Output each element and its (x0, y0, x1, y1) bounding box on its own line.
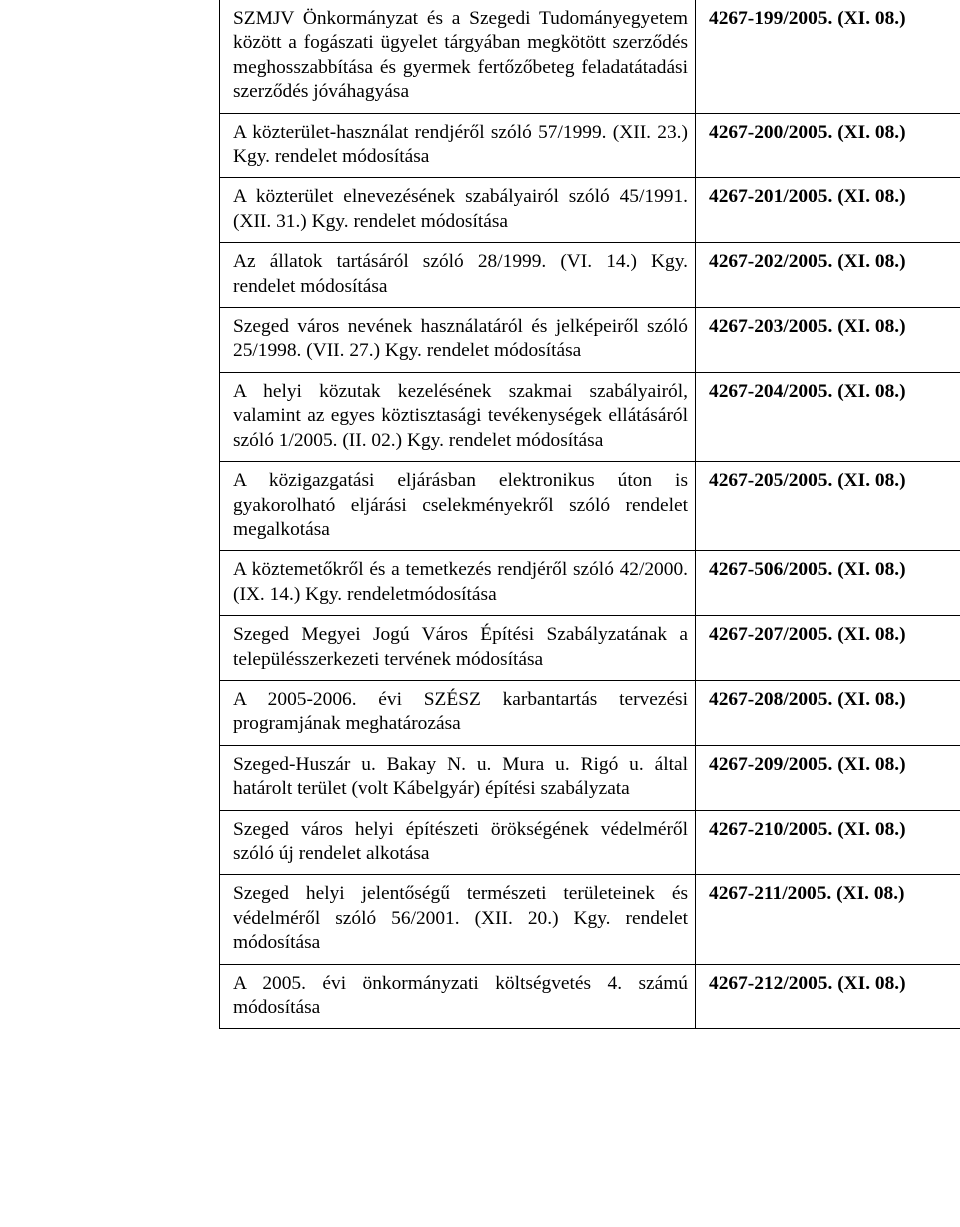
resolution-subject: Szeged helyi jelentőségű természeti területeinek és védelméről szóló 56/2001. (XII. 20.) Kgy. rendelet módosítása (220, 875, 696, 964)
resolution-subject: A helyi közutak kezelésének szakmai szabályairól, valamint az egyes köztisztasági tevékenységek ellátásáról szóló 1/2005. (II. 02.) Kgy. rendelet módosítása (220, 372, 696, 461)
table-row (220, 0, 960, 113)
resolution-number: 4267-200/2005. (XI. 08.) (696, 113, 960, 178)
resolution-number: 4267-211/2005. (XI. 08.) (696, 875, 960, 964)
resolution-subject: Szeged Megyei Jogú Város Építési Szabályzatának a településszerkezeti tervének módosítása (220, 616, 696, 681)
table-row (220, 372, 960, 461)
resolution-number: 4267-205/2005. (XI. 08.) (696, 462, 960, 551)
resolution-number: 4267-210/2005. (XI. 08.) (696, 810, 960, 875)
table-row (220, 113, 960, 178)
resolution-subject: SZMJV Önkormányzat és a Szegedi Tudományegyetem között a fogászati ügyelet tárgyában megkötött szerződés meghosszabbítása és gyermek fertőzőbeteg feladatátadási szerződés jóváhagyása (220, 0, 696, 113)
table-row (220, 875, 960, 964)
resolution-subject: Szeged-Huszár u. Bakay N. u. Mura u. Rigó u. által határolt terület (volt Kábelgyár) építési szabályzata (220, 745, 696, 810)
table-row (220, 462, 960, 551)
resolution-number: 4267-209/2005. (XI. 08.) (696, 745, 960, 810)
resolution-subject: Szeged város helyi építészeti örökségének védelméről szóló új rendelet alkotása (220, 810, 696, 875)
resolution-number: 4267-212/2005. (XI. 08.) (696, 964, 960, 1029)
resolution-number: 4267-506/2005. (XI. 08.) (696, 551, 960, 616)
resolution-number: 4267-204/2005. (XI. 08.) (696, 372, 960, 461)
resolution-number: 4267-199/2005. (XI. 08.) (696, 0, 960, 113)
table-row (220, 964, 960, 1029)
table-row (220, 680, 960, 745)
table-row (220, 616, 960, 681)
table-row (220, 745, 960, 810)
resolution-subject: A köztemetőkről és a temetkezés rendjéről szóló 42/2000. (IX. 14.) Kgy. rendeletmódosítása (220, 551, 696, 616)
resolution-subject: A 2005. évi önkormányzati költségvetés 4. számú módosítása (220, 964, 696, 1029)
resolution-subject: A 2005-2006. évi SZÉSZ karbantartás tervezési programjának meghatározása (220, 680, 696, 745)
resolution-number: 4267-201/2005. (XI. 08.) (696, 178, 960, 243)
resolution-subject: Szeged város nevének használatáról és jelképeiről szóló 25/1998. (VII. 27.) Kgy. rendelet módosítása (220, 308, 696, 373)
resolution-subject: A közterület-használat rendjéről szóló 57/1999. (XII. 23.) Kgy. rendelet módosítása (220, 113, 696, 178)
table-row (220, 810, 960, 875)
table-row (220, 178, 960, 243)
resolution-number: 4267-202/2005. (XI. 08.) (696, 243, 960, 308)
resolution-subject: A közterület elnevezésének szabályairól szóló 45/1991. (XII. 31.) Kgy. rendelet módosítása (220, 178, 696, 243)
resolution-number: 4267-203/2005. (XI. 08.) (696, 308, 960, 373)
resolution-subject: A közigazgatási eljárásban elektronikus úton is gyakorolható eljárási cselekményekről szóló rendelet megalkotása (220, 462, 696, 551)
table-row (220, 551, 960, 616)
resolution-number: 4267-207/2005. (XI. 08.) (696, 616, 960, 681)
table-row (220, 308, 960, 373)
resolutions-table (219, 0, 960, 1029)
resolution-number: 4267-208/2005. (XI. 08.) (696, 680, 960, 745)
resolution-subject: Az állatok tartásáról szóló 28/1999. (VI. 14.) Kgy. rendelet módosítása (220, 243, 696, 308)
table-row (220, 243, 960, 308)
